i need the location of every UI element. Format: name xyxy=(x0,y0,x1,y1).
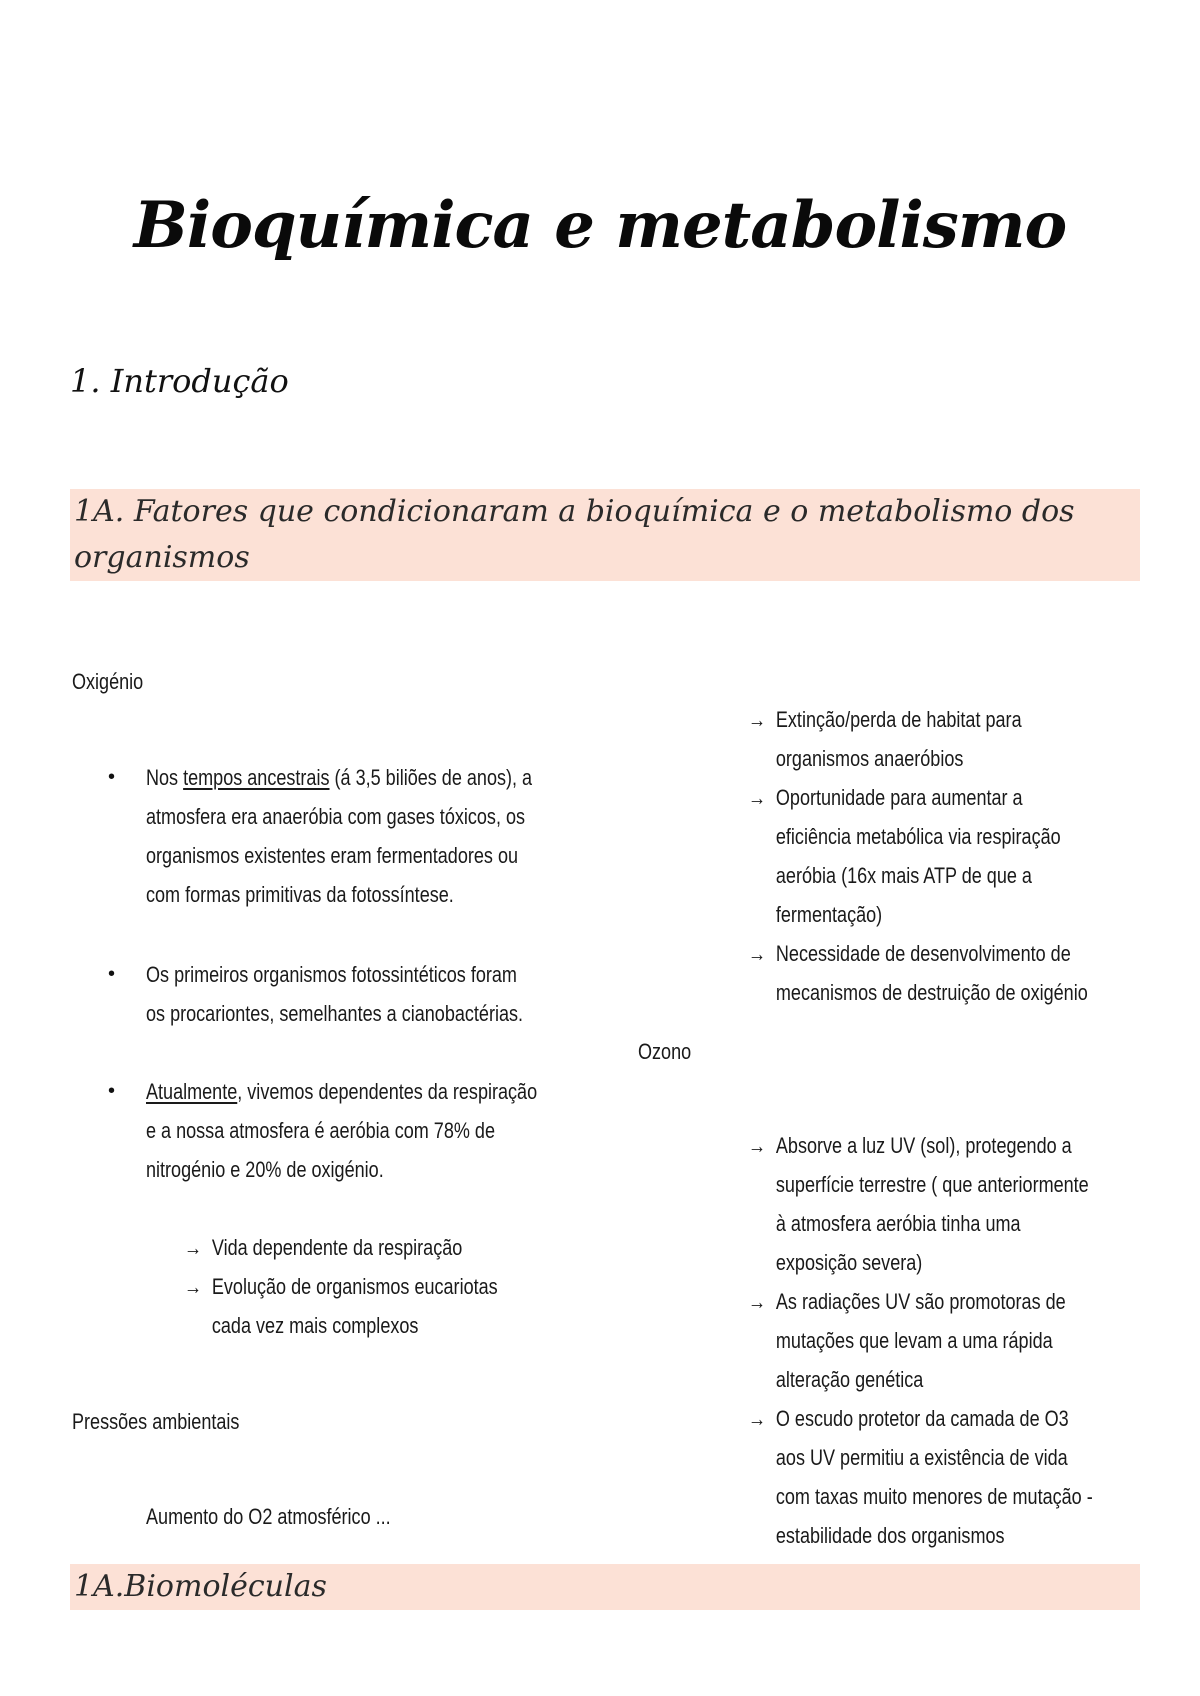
label-oxigenio: Oxigénio xyxy=(72,669,144,694)
underlined-atualmente: Atualmente xyxy=(146,1079,238,1104)
underlined-tempos-ancestrais: tempos ancestrais xyxy=(183,765,330,790)
oxygen-arrow-item-3: → Necessidade de desenvolvimento de mecanismos de destruição de oxigénio xyxy=(748,934,1101,1012)
bullet-1-marker: • xyxy=(108,766,116,788)
arrow-icon: → xyxy=(748,1133,767,1158)
arrow-icon: → xyxy=(184,1274,203,1299)
ozone-arrow-list xyxy=(748,1126,1101,1555)
ozone-arrow-item-2: → As radiações UV são promotoras de mutações que levam a uma rápida alteração genética xyxy=(748,1282,1101,1399)
section-heading-introducao: 1. Introdução xyxy=(70,362,289,400)
left-arrow-list xyxy=(184,1228,528,1345)
bullet-3-marker: • xyxy=(108,1080,116,1102)
arrow-icon: → xyxy=(748,941,767,966)
left-arrow-item-2: → Evolução de organismos eucariotas cada vez mais complexos xyxy=(184,1267,528,1345)
highlight-band-biomoleculas xyxy=(70,1564,1140,1610)
arrow-icon: → xyxy=(748,1289,767,1314)
label-ozono: Ozono xyxy=(638,1039,692,1064)
bullet-3-text: Atualmente, vivemos dependentes da respiração e a nossa atmosfera é aeróbia com 78% de nitrogénio e 20% de oxigénio. xyxy=(146,1079,538,1182)
oxygen-arrow-list xyxy=(748,700,1101,1012)
arrow-icon: → xyxy=(748,785,767,810)
band-heading-biomoleculas: 1A.Biomoléculas xyxy=(74,1569,327,1604)
arrow-icon: → xyxy=(748,707,767,732)
label-pressoes-ambientais: Pressões ambientais xyxy=(72,1409,240,1434)
bullet-2-marker: • xyxy=(108,963,116,985)
left-arrow-item-1: → Vida dependente da respiração xyxy=(184,1228,528,1267)
ozone-arrow-item-1: → Absorve a luz UV (sol), protegendo a superfície terrestre ( que anteriormente à atmosfera aeróbia tinha uma exposição severa) xyxy=(748,1126,1101,1282)
oxygen-arrow-item-2: → Oportunidade para aumentar a eficiência metabólica via respiração aeróbia (16x mais ATP de que a fermentação) xyxy=(748,778,1101,934)
bullet-1-text: Nos tempos ancestrais (á 3,5 biliões de anos), a atmosfera era anaeróbia com gases tóxicos, os organismos existentes eram fermentadores ou com formas primitivas da fotossíntese. xyxy=(146,765,533,907)
bullet-2-text: Os primeiros organismos fotossintéticos foram os procariontes, semelhantes a cianobactérias. xyxy=(146,962,524,1026)
arrow-icon: → xyxy=(748,1406,767,1431)
text-aumento-o2: Aumento do O2 atmosférico ... xyxy=(146,1504,391,1529)
band-heading-fatores: 1A. Fatores que condicionaram a bioquímica e o metabolismo dos organismos xyxy=(74,494,1075,575)
highlight-band-1a xyxy=(70,489,1140,581)
ozone-arrow-item-3: → O escudo protetor da camada de O3 aos UV permitiu a existência de vida com taxas muito menores de mutação - estabilidade dos organismos xyxy=(748,1399,1101,1555)
document-title: Bioquímica e metabolismo xyxy=(133,188,1067,263)
arrow-icon: → xyxy=(184,1235,203,1260)
oxygen-arrow-item-1: → Extinção/perda de habitat para organismos anaeróbios xyxy=(748,700,1101,778)
